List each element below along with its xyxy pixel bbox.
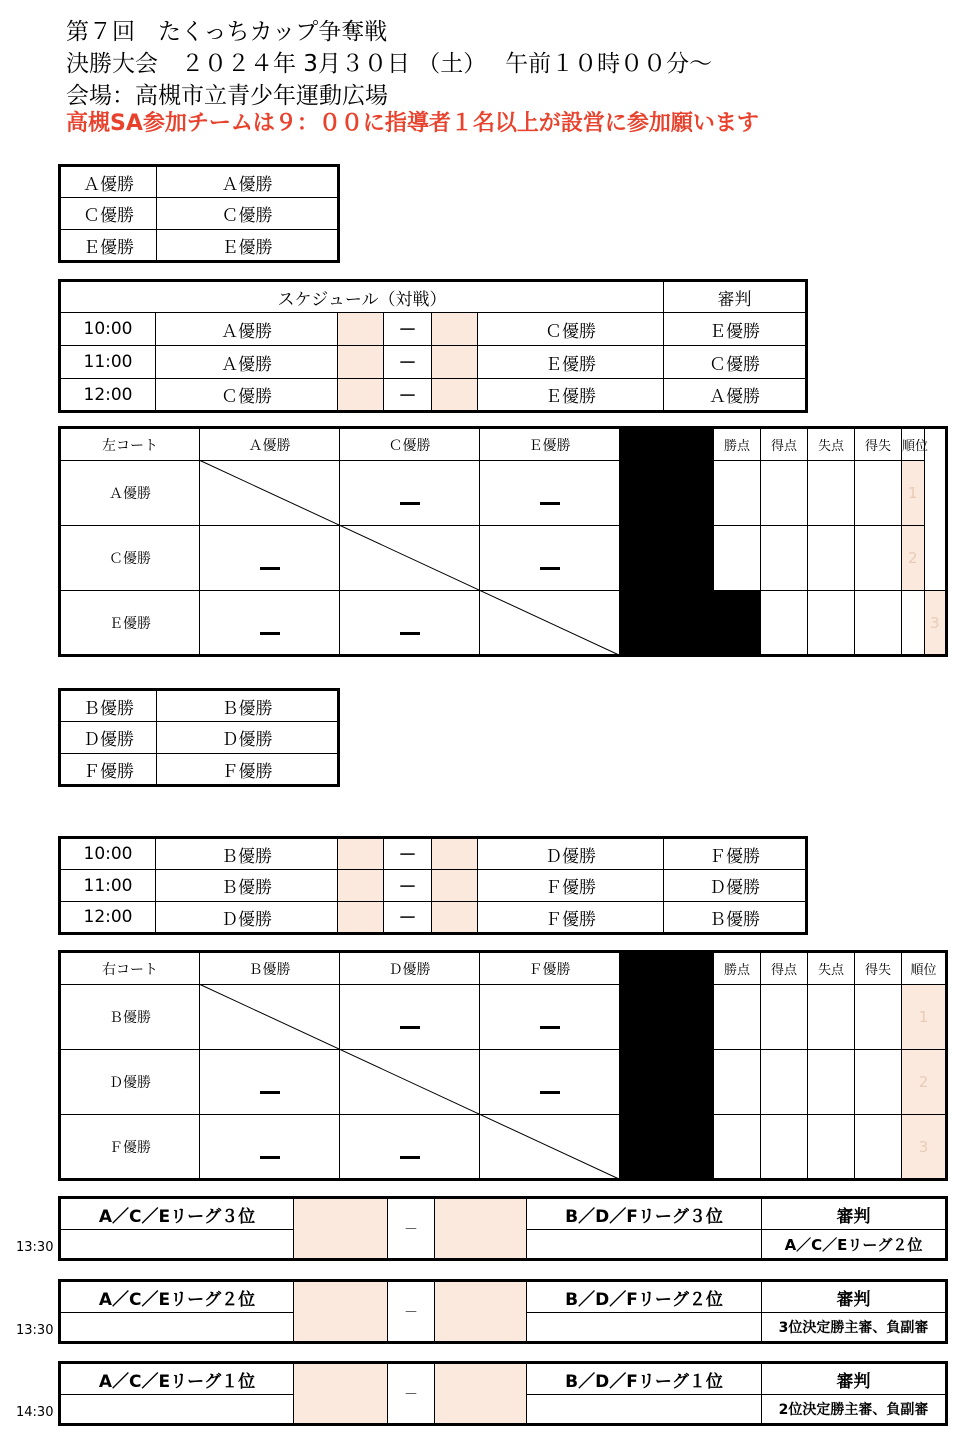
final-time: 13:30 bbox=[16, 1323, 54, 1338]
team-name: Ｃ優勝 bbox=[157, 198, 339, 230]
row-team: Ｂ優勝 bbox=[60, 985, 200, 1050]
match-away: Ｃ優勝 bbox=[478, 313, 664, 346]
left-score-cell[interactable] bbox=[294, 1198, 388, 1260]
match-away: Ｆ優勝 bbox=[478, 902, 664, 934]
col-team: Ｆ優勝 bbox=[480, 952, 620, 985]
stat-header-goal-diff: 得失 bbox=[855, 428, 902, 461]
venue-line: 会場：高槻市立青少年運動広場 bbox=[66, 83, 388, 109]
group1-league-table bbox=[58, 426, 948, 657]
final-match-2nd bbox=[58, 1279, 948, 1344]
group2-league-table bbox=[58, 950, 948, 1181]
score-separator: － bbox=[384, 313, 432, 346]
score-separator: － bbox=[388, 1363, 435, 1425]
team-label: Ｄ優勝 bbox=[60, 722, 157, 754]
rank-cell: 1 bbox=[902, 461, 925, 526]
match-referee: Ｅ優勝 bbox=[664, 313, 807, 346]
group1-schedule bbox=[58, 279, 808, 413]
match-home: Ｂ優勝 bbox=[156, 870, 338, 902]
final-right-blank[interactable] bbox=[527, 1230, 762, 1260]
match-time: 10:00 bbox=[60, 838, 156, 870]
home-score-cell[interactable] bbox=[338, 870, 384, 902]
stat-header-points: 勝点 bbox=[714, 952, 761, 985]
title-line: 第７回 たくっちカップ争奪戦 bbox=[66, 19, 388, 45]
home-score-cell[interactable] bbox=[338, 902, 384, 934]
match-home: Ｄ優勝 bbox=[156, 902, 338, 934]
date-line: 決勝大会 ２０２４年 3月３０日 （土） 午前１０時００分～ bbox=[66, 51, 713, 77]
score-separator: － bbox=[384, 902, 432, 934]
left-score-cell[interactable] bbox=[294, 1363, 388, 1425]
stat-header-goals-against: 失点 bbox=[808, 428, 855, 461]
match-home: Ｃ優勝 bbox=[156, 379, 338, 412]
right-score-cell[interactable] bbox=[435, 1281, 527, 1343]
row-team: Ｅ優勝 bbox=[60, 591, 200, 656]
rank-cell: 3 bbox=[902, 1115, 947, 1180]
final-right-team: B／D／Fリーグ１位 bbox=[527, 1363, 762, 1395]
col-team: Ｂ優勝 bbox=[200, 952, 340, 985]
match-time: 12:00 bbox=[60, 902, 156, 934]
rank-cell: 2 bbox=[902, 1050, 947, 1115]
away-score-cell[interactable] bbox=[432, 379, 478, 412]
match-home: Ｂ優勝 bbox=[156, 838, 338, 870]
team-name: Ａ優勝 bbox=[157, 166, 339, 198]
group2-schedule bbox=[58, 836, 808, 935]
final-left-blank[interactable] bbox=[60, 1395, 294, 1425]
final-right-team: B／D／Fリーグ３位 bbox=[527, 1198, 762, 1230]
home-score-cell[interactable] bbox=[338, 313, 384, 346]
team-name: Ｂ優勝 bbox=[157, 690, 339, 722]
score-separator: － bbox=[388, 1198, 435, 1260]
away-score-cell[interactable] bbox=[432, 346, 478, 379]
score-separator: － bbox=[384, 870, 432, 902]
away-score-cell[interactable] bbox=[432, 902, 478, 934]
row-team: Ｄ優勝 bbox=[60, 1050, 200, 1115]
stat-header-rank: 順位 bbox=[902, 952, 947, 985]
stat-header-goal-diff: 得失 bbox=[855, 952, 902, 985]
stat-header-goals-against: 失点 bbox=[808, 952, 855, 985]
match-time: 11:00 bbox=[60, 346, 156, 379]
group2-team-list bbox=[58, 688, 340, 787]
stat-header-rank: 順位 bbox=[902, 428, 925, 461]
match-time: 12:00 bbox=[60, 379, 156, 412]
match-time: 10:00 bbox=[60, 313, 156, 346]
right-score-cell[interactable] bbox=[435, 1363, 527, 1425]
match-referee: Ｆ優勝 bbox=[664, 838, 807, 870]
right-score-cell[interactable] bbox=[435, 1198, 527, 1260]
diagonal-line bbox=[58, 950, 948, 1181]
team-label: Ｆ優勝 bbox=[60, 754, 157, 786]
score-separator: － bbox=[384, 346, 432, 379]
diagonal-line bbox=[58, 426, 948, 657]
away-score-cell[interactable] bbox=[432, 313, 478, 346]
team-name: Ｆ優勝 bbox=[157, 754, 339, 786]
final-right-team: B／D／Fリーグ２位 bbox=[527, 1281, 762, 1313]
final-left-team: A／C／Eリーグ２位 bbox=[60, 1281, 294, 1313]
referee-assignment: 2位決定勝主審、負副審 bbox=[762, 1395, 947, 1425]
score-separator: － bbox=[388, 1281, 435, 1343]
match-referee: Ｂ優勝 bbox=[664, 902, 807, 934]
away-score-cell[interactable] bbox=[432, 870, 478, 902]
final-left-team: A／C／Eリーグ１位 bbox=[60, 1363, 294, 1395]
row-team: Ｆ優勝 bbox=[60, 1115, 200, 1180]
score-separator: － bbox=[384, 379, 432, 412]
team-label: Ｃ優勝 bbox=[60, 198, 157, 230]
rank-cell: 1 bbox=[902, 985, 947, 1050]
col-team: Ａ優勝 bbox=[200, 428, 340, 461]
match-referee: Ａ優勝 bbox=[664, 379, 807, 412]
final-right-blank[interactable] bbox=[527, 1313, 762, 1343]
final-match-3rd bbox=[58, 1196, 948, 1261]
final-left-blank[interactable] bbox=[60, 1230, 294, 1260]
match-away: Ｅ優勝 bbox=[478, 379, 664, 412]
team-label: Ａ優勝 bbox=[60, 166, 157, 198]
stat-header-goals-for: 得点 bbox=[761, 428, 808, 461]
rank-cell: 3 bbox=[924, 591, 947, 656]
home-score-cell[interactable] bbox=[338, 346, 384, 379]
court-label: 右コート bbox=[60, 952, 200, 985]
referee-assignment: A／C／Eリーグ２位 bbox=[762, 1230, 947, 1260]
away-score-cell[interactable] bbox=[432, 838, 478, 870]
stat-header-points: 勝点 bbox=[714, 428, 761, 461]
rank-cell: 2 bbox=[902, 526, 925, 591]
team-label: Ｅ優勝 bbox=[60, 230, 157, 262]
final-time: 14:30 bbox=[16, 1405, 54, 1420]
notice-line: 高槻SA参加チームは９：００に指導者１名以上が設営に参加願います bbox=[66, 111, 759, 136]
final-right-blank[interactable] bbox=[527, 1395, 762, 1425]
match-time: 11:00 bbox=[60, 870, 156, 902]
team-label: Ｂ優勝 bbox=[60, 690, 157, 722]
stat-header-goals-for: 得点 bbox=[761, 952, 808, 985]
team-name: Ｄ優勝 bbox=[157, 722, 339, 754]
col-team: Ｄ優勝 bbox=[340, 952, 480, 985]
match-away: Ｆ優勝 bbox=[478, 870, 664, 902]
final-left-blank[interactable] bbox=[60, 1313, 294, 1343]
match-home: Ａ優勝 bbox=[156, 313, 338, 346]
match-referee: Ｃ優勝 bbox=[664, 346, 807, 379]
referee-header: 審判 bbox=[762, 1363, 947, 1395]
match-referee: Ｄ優勝 bbox=[664, 870, 807, 902]
final-left-team: A／C／Eリーグ３位 bbox=[60, 1198, 294, 1230]
home-score-cell[interactable] bbox=[338, 838, 384, 870]
match-home: Ａ優勝 bbox=[156, 346, 338, 379]
referee-header: 審判 bbox=[664, 281, 807, 313]
score-separator: － bbox=[384, 838, 432, 870]
left-score-cell[interactable] bbox=[294, 1281, 388, 1343]
schedule-header: スケジュール（対戦） bbox=[60, 281, 664, 313]
match-away: Ｅ優勝 bbox=[478, 346, 664, 379]
referee-header: 審判 bbox=[762, 1281, 947, 1313]
home-score-cell[interactable] bbox=[338, 379, 384, 412]
col-team: Ｅ優勝 bbox=[480, 428, 620, 461]
referee-header: 審判 bbox=[762, 1198, 947, 1230]
col-team: Ｃ優勝 bbox=[340, 428, 480, 461]
row-team: Ｃ優勝 bbox=[60, 526, 200, 591]
court-label: 左コート bbox=[60, 428, 200, 461]
group1-team-list bbox=[58, 164, 340, 263]
row-team: Ａ優勝 bbox=[60, 461, 200, 526]
final-time: 13:30 bbox=[16, 1240, 54, 1255]
final-match-1st bbox=[58, 1361, 948, 1426]
referee-assignment: 3位決定勝主審、負副審 bbox=[762, 1313, 947, 1343]
team-name: Ｅ優勝 bbox=[157, 230, 339, 262]
match-away: Ｄ優勝 bbox=[478, 838, 664, 870]
